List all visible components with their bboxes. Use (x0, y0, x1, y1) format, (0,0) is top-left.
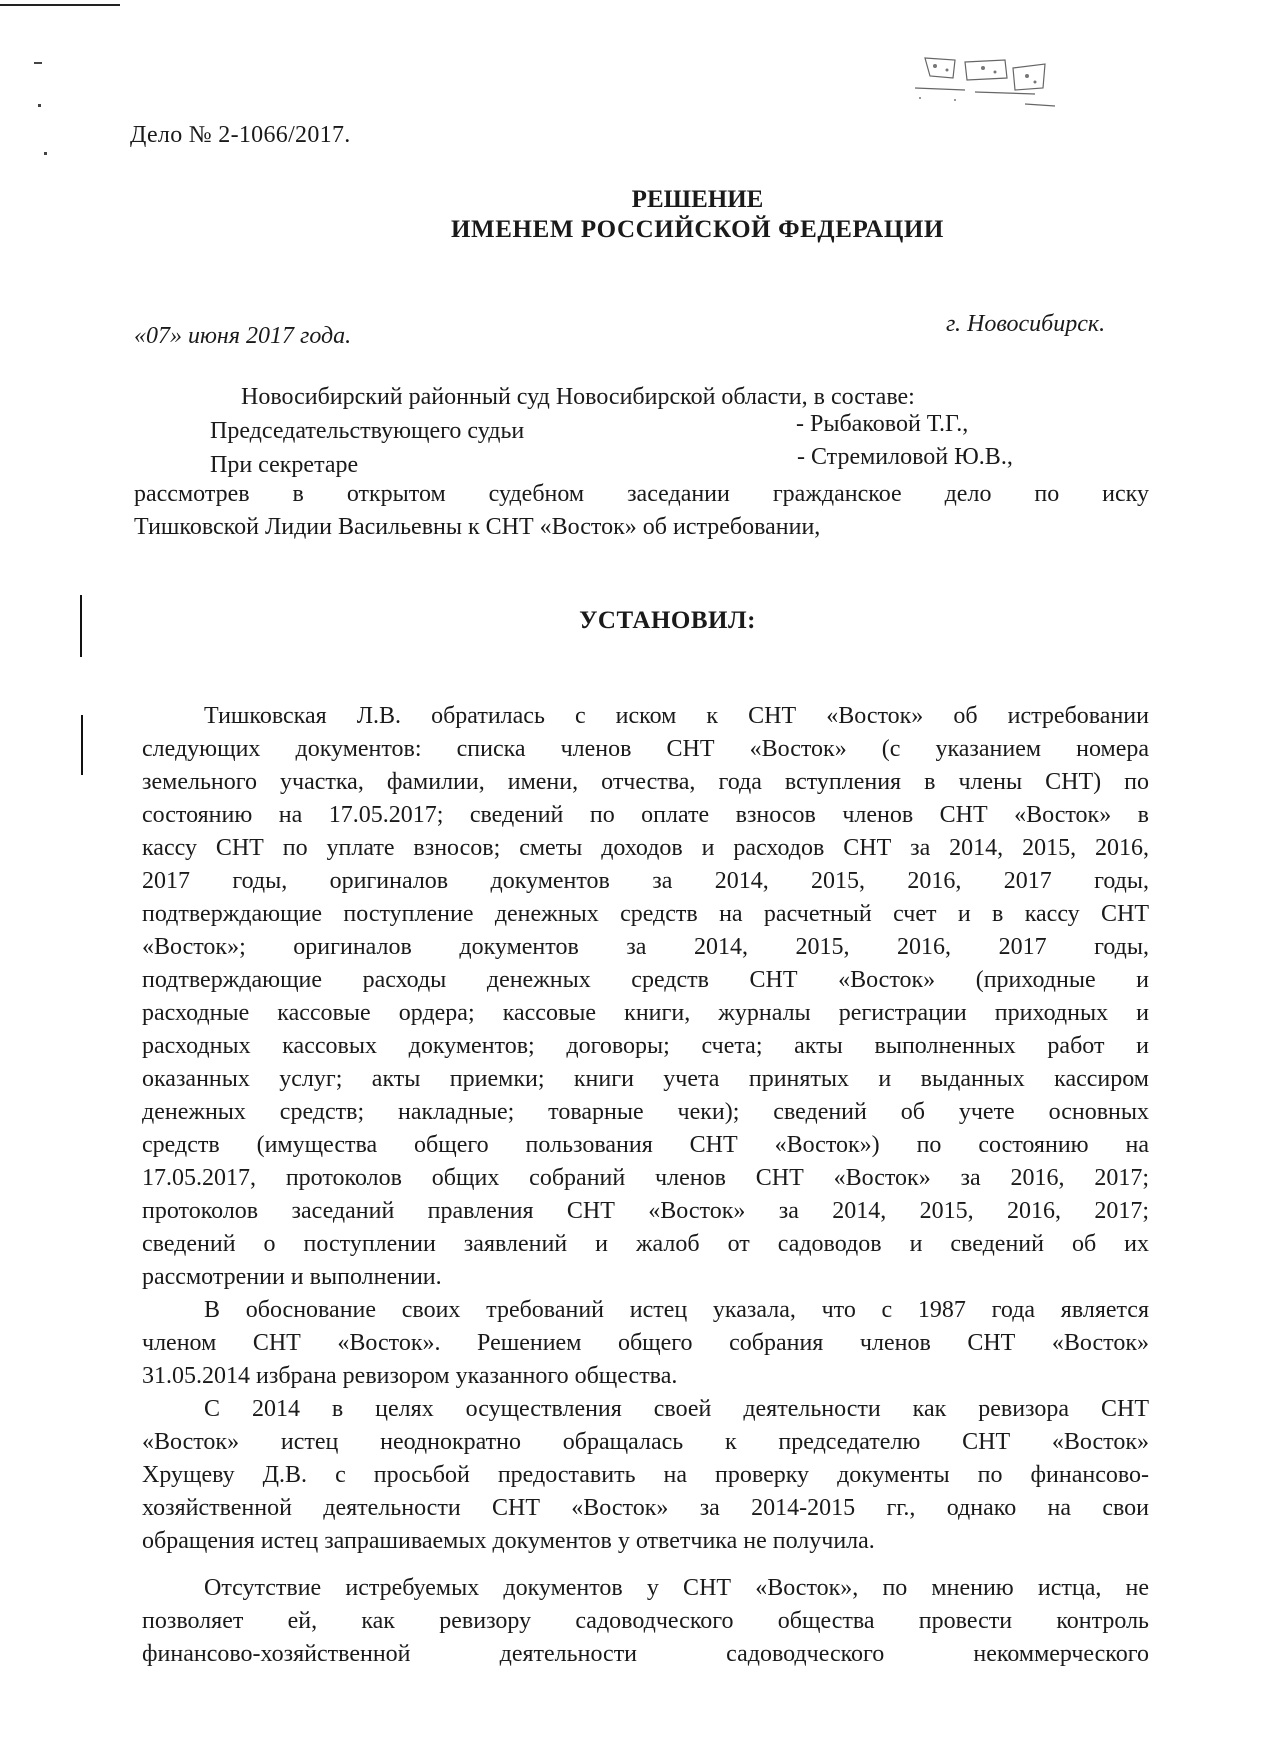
paragraph-line: денежных средств; накладные; товарные чеки); сведений об учете основных (142, 1099, 1149, 1125)
secretary-name: - Стремиловой Ю.В., (797, 444, 1013, 470)
paragraph-line: позволяет ей, как ревизору садоводческого общества провести контроль (142, 1608, 1149, 1634)
judge-label: Председательствующего судьи (210, 418, 525, 444)
scan-mark (38, 104, 41, 107)
paragraph-line: хозяйственной деятельности СНТ «Восток» за 2014-2015 гг., однако на свои (142, 1495, 1149, 1521)
secretary-label: При секретаре (210, 452, 359, 478)
decision-city: г. Новосибирск. (946, 311, 1106, 337)
paragraph-line: 17.05.2017, протоколов общих собраний членов СНТ «Восток» за 2016, 2017; (142, 1165, 1149, 1191)
document-subtitle: ИМЕНЕМ РОССИЙСКОЙ ФЕДЕРАЦИИ (451, 216, 944, 243)
paragraph-line: состоянию на 17.05.2017; сведений по оплате взносов членов СНТ «Восток» в (142, 802, 1149, 828)
paragraph-line: расходных кассовых документов; договоры; счета; акты выполненных работ и (142, 1033, 1149, 1059)
paragraph-line: протоколов заседаний правления СНТ «Восток» за 2014, 2015, 2016, 2017; (142, 1198, 1149, 1224)
scan-edge-line (0, 4, 120, 6)
paragraph-line: следующих документов: списка членов СНТ «Восток» (с указанием номера (142, 736, 1149, 762)
paragraph-line: членом СНТ «Восток». Решением общего собрания членов СНТ «Восток» (142, 1330, 1149, 1356)
paragraph-line: финансово-хозяйственной деятельности садоводческого некоммерческого (142, 1641, 1149, 1667)
scan-mark (44, 152, 47, 155)
paragraph-line: средств (имущества общего пользования СНТ «Восток») по состоянию на (142, 1132, 1149, 1158)
paragraph-line: «Восток»; оригиналов документов за 2014, 2015, 2016, 2017 годы, (142, 934, 1149, 960)
scan-mark (34, 62, 42, 64)
decision-date: «07» июня 2017 года. (134, 323, 352, 349)
paragraph-line: кассу СНТ по уплате взносов; сметы доходов и расходов СНТ за 2014, 2015, 2016, (142, 835, 1149, 861)
paragraph-line: «Восток» истец неоднократно обращалась к председателю СНТ «Восток» (142, 1429, 1149, 1455)
paragraph-line: В обоснование своих требований истец указала, что с 1987 года является (204, 1297, 1149, 1323)
paragraph-line: Отсутствие истребуемых документов у СНТ «Восток», по мнению истца, не (204, 1575, 1149, 1601)
section-heading: УСТАНОВИЛ: (579, 607, 756, 634)
paragraph-line: Хрущеву Д.В. с просьбой предоставить на проверку документы по финансово- (142, 1462, 1149, 1488)
paragraph-line: подтверждающие поступление денежных средств на расчетный счет и в кассу СНТ (142, 901, 1149, 927)
paragraph-line: С 2014 в целях осуществления своей деятельности как ревизора СНТ (204, 1396, 1149, 1422)
paragraph-line: земельного участка, фамилии, имени, отчества, года вступления в члены СНТ) по (142, 769, 1149, 795)
document-title: РЕШЕНИЕ (631, 186, 764, 213)
paragraph-line: 31.05.2014 избрана ревизором указанного общества. (142, 1363, 678, 1389)
paragraph-line: сведений о поступлении заявлений и жалоб от садоводов и сведений об их (142, 1231, 1149, 1257)
court-intro: Новосибирский районный суд Новосибирской области, в составе: (241, 384, 915, 410)
judge-name: - Рыбаковой Т.Г., (796, 411, 969, 437)
paragraph-line: обращения истец запрашиваемых документов у ответчика не получила. (142, 1528, 875, 1554)
paragraph-line: 2017 годы, оригиналов документов за 2014, 2015, 2016, 2017 годы, (142, 868, 1149, 894)
paragraph-line: расходные кассовые ордера; кассовые книги, журналы регистрации приходных и (142, 1000, 1149, 1026)
paragraph-line: оказанных услуг; акты приемки; книги учета принятых и выданных кассиром (142, 1066, 1149, 1092)
margin-line (81, 715, 83, 775)
stamp-mark (895, 48, 1070, 118)
paragraph-line: рассмотрении и выполнении. (142, 1264, 442, 1290)
case-number: Дело № 2-1066/2017. (130, 122, 351, 148)
consideration-line: рассмотрев в открытом судебном заседании гражданское дело по иску (134, 481, 1149, 507)
paragraph-line: подтверждающие расходы денежных средств СНТ «Восток» (приходные и (142, 967, 1149, 993)
paragraph-line: Тишковская Л.В. обратилась с иском к СНТ «Восток» об истребовании (204, 703, 1149, 729)
consideration-line: Тишковской Лидии Васильевны к СНТ «Восток» об истребовании, (134, 514, 821, 540)
